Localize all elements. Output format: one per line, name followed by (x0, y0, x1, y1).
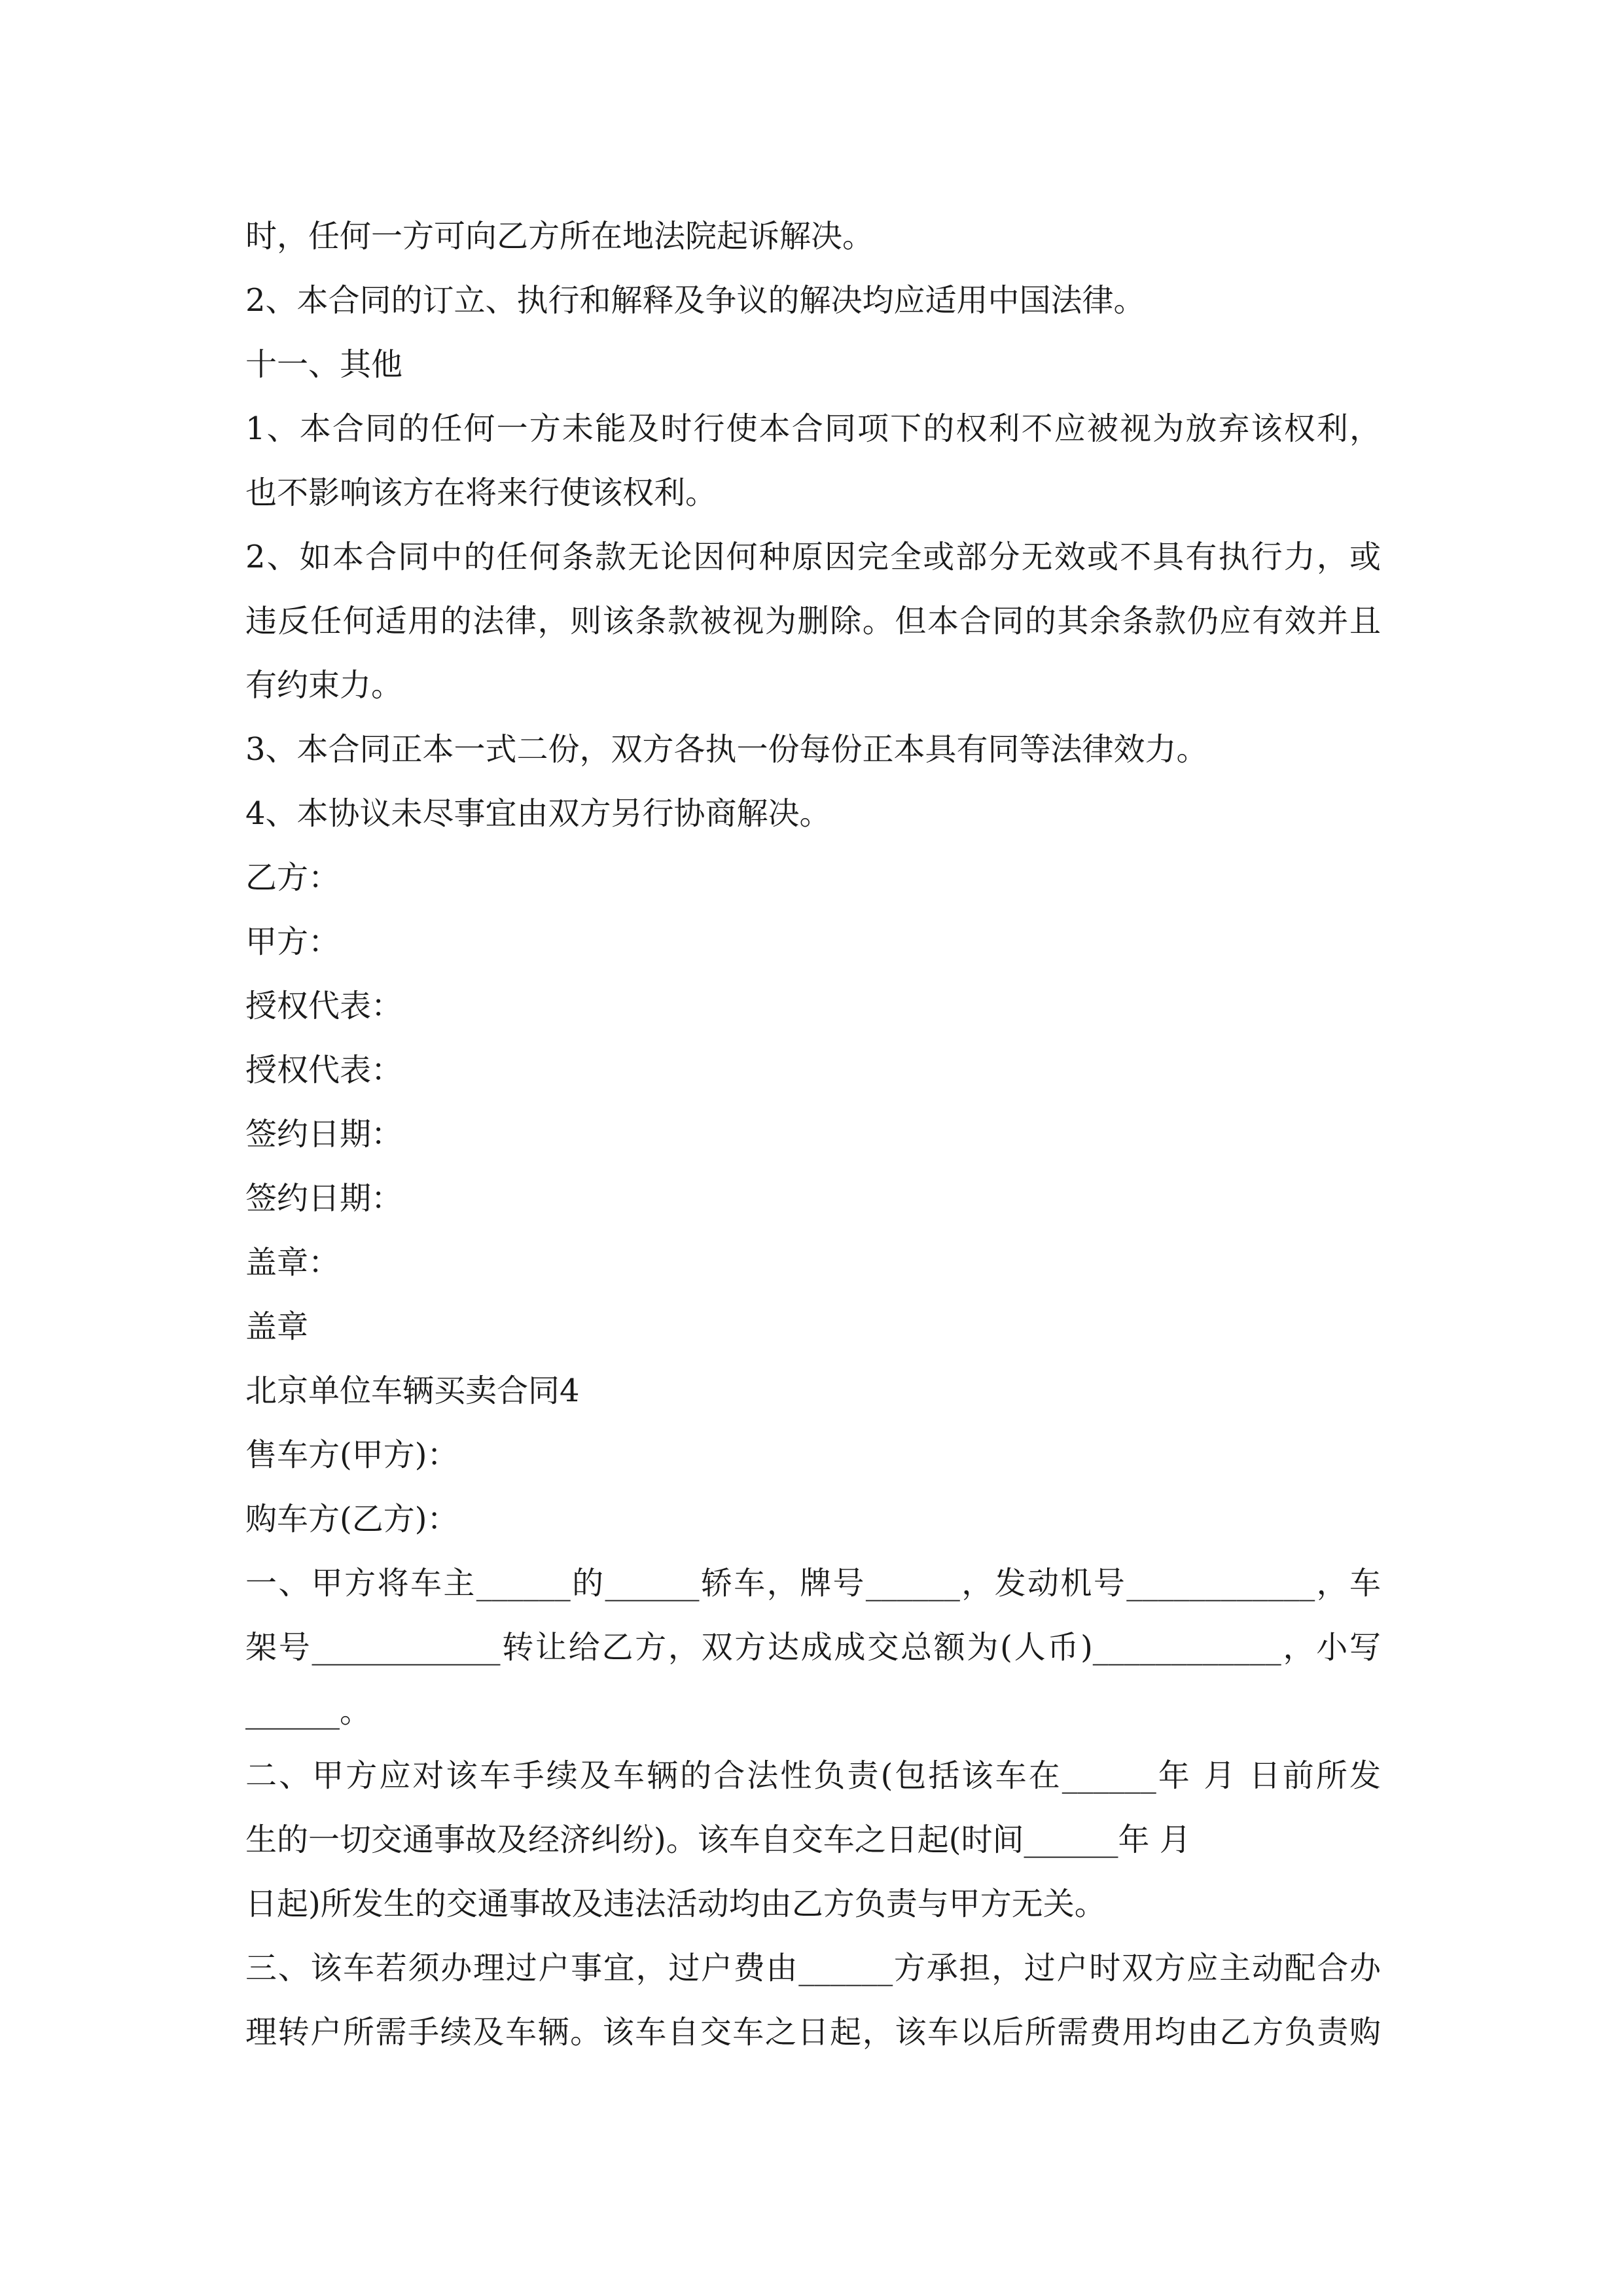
text-line: 二、甲方应对该车手续及车辆的合法性负责(包括该车在______年 月 日前所发 (245, 1757, 1381, 1794)
text-line: 生的一切交通事故及经济纠纷)。该车自交车之日起(时间______年 月 (245, 1821, 1191, 1858)
party-label: 售车方(甲方)： (245, 1437, 459, 1473)
text-line: 4、本协议未尽事宜由双方另行协商解决。 (245, 795, 831, 832)
text-line: 违反任何适用的法律，则该条款被视为删除。但本合同的其余条款仍应有效并且 (245, 603, 1381, 639)
signature-field-label: 盖章 (245, 1308, 309, 1345)
signature-field-label: 乙方： (245, 859, 340, 896)
section-heading: 十一、其他 (245, 346, 403, 383)
signature-field-label: 盖章： (245, 1244, 340, 1281)
text-line: 也不影响该方在将来行使该权利。 (245, 475, 717, 511)
signature-field-label: 甲方： (245, 924, 340, 960)
text-line: 2、如本合同中的任何条款无论因何种原因完全或部分无效或不具有执行力，或 (245, 539, 1381, 575)
text-line: 日起)所发生的交通事故及违法活动均由乙方负责与甲方无关。 (245, 1886, 1106, 1922)
party-label: 购车方(乙方)： (245, 1501, 459, 1537)
text-line: 理转户所需手续及车辆。该车自交车之日起，该车以后所需费用均由乙方负责购 (245, 2014, 1381, 2051)
signature-field-label: 授权代表： (245, 1052, 403, 1088)
signature-field-label: 签约日期： (245, 1180, 403, 1217)
text-line: 架号____________转让给乙方，双方达成成交总额为(人币)____________，小写 (245, 1629, 1381, 1666)
text-line: ______。 (245, 1693, 372, 1730)
text-line: 3、本合同正本一式二份，双方各执一份每份正本具有同等法律效力。 (245, 731, 1208, 768)
signature-field-label: 授权代表： (245, 988, 403, 1024)
text-line: 时，任何一方可向乙方所在地法院起诉解决。 (245, 218, 874, 255)
document-title: 北京单位车辆买卖合同4 (245, 1372, 580, 1409)
document-body (245, 204, 1381, 2064)
text-line: 有约束力。 (245, 667, 403, 704)
text-line: 一、甲方将车主______的______轿车，牌号______，发动机号____________，车 (245, 1565, 1381, 1602)
text-line: 2、本合同的订立、执行和解释及争议的解决均应适用中国法律。 (245, 282, 1145, 319)
text-line: 三、该车若须办理过户事宜，过户费由______方承担，过户时双方应主动配合办 (245, 1950, 1381, 1986)
signature-field-label: 签约日期： (245, 1116, 403, 1153)
text-line: 1、本合同的任何一方未能及时行使本合同项下的权利不应被视为放弃该权利， (245, 410, 1381, 447)
